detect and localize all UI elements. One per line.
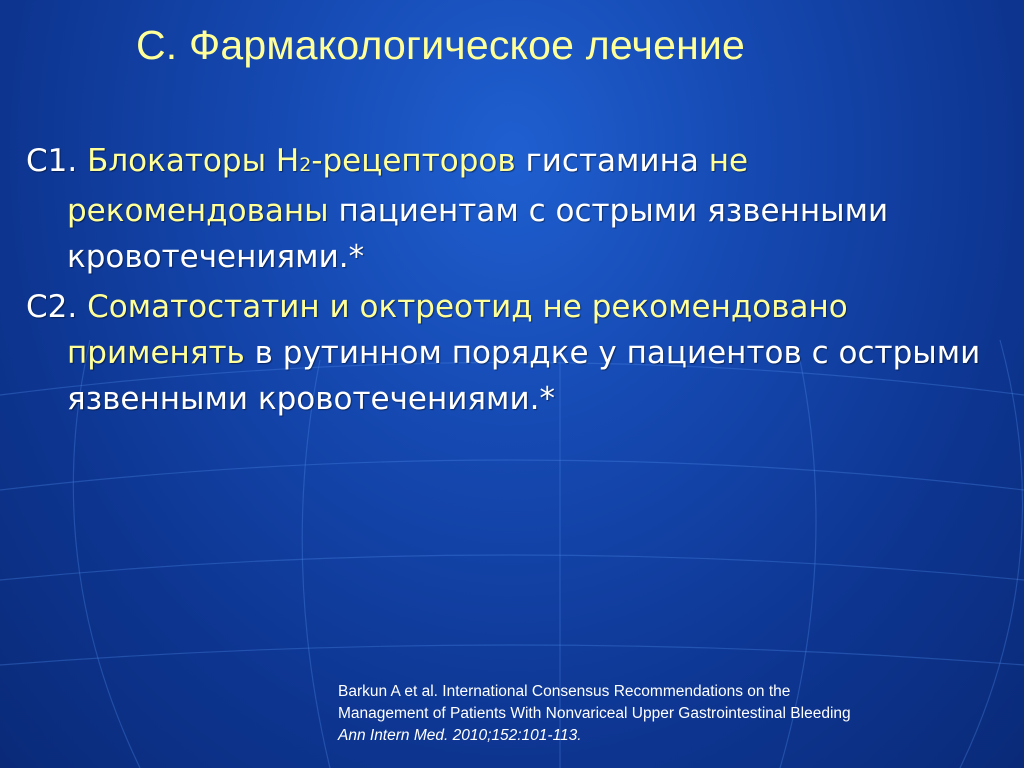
citation [338,681,1010,747]
highlight-text: не рекомендованы [67,143,749,229]
body-text: гистамина [525,143,699,179]
item-number: С2. [26,289,78,325]
body-text: пациентам с острыми язвенными кровотечениями.* [67,193,889,275]
slide-content [26,138,1006,426]
item-number: С1. [26,143,78,179]
highlight-text: Соматостатин и октреотид не рекомендовано применять [67,289,848,371]
list-item-c2 [26,284,1006,422]
list-item-c1 [26,138,1006,280]
slide-title: С. Фармакологическое лечение [136,22,746,68]
highlight-text: Блокаторы Н [87,143,300,179]
body-text: в рутинном порядке у пациентов с острыми язвенными кровотечениями.* [67,335,981,417]
highlight-text: -рецепторов [311,143,516,179]
citation-journal: Ann Intern Med. 2010;152:101-113. [338,727,582,744]
citation-line: Management of Patients With Nonvariceal Upper Gastrointestinal Bleeding [338,705,851,722]
citation-line: Barkun A et al. International Consensus Recommendations on the [338,683,791,700]
subscript-text: 2 [299,154,312,176]
